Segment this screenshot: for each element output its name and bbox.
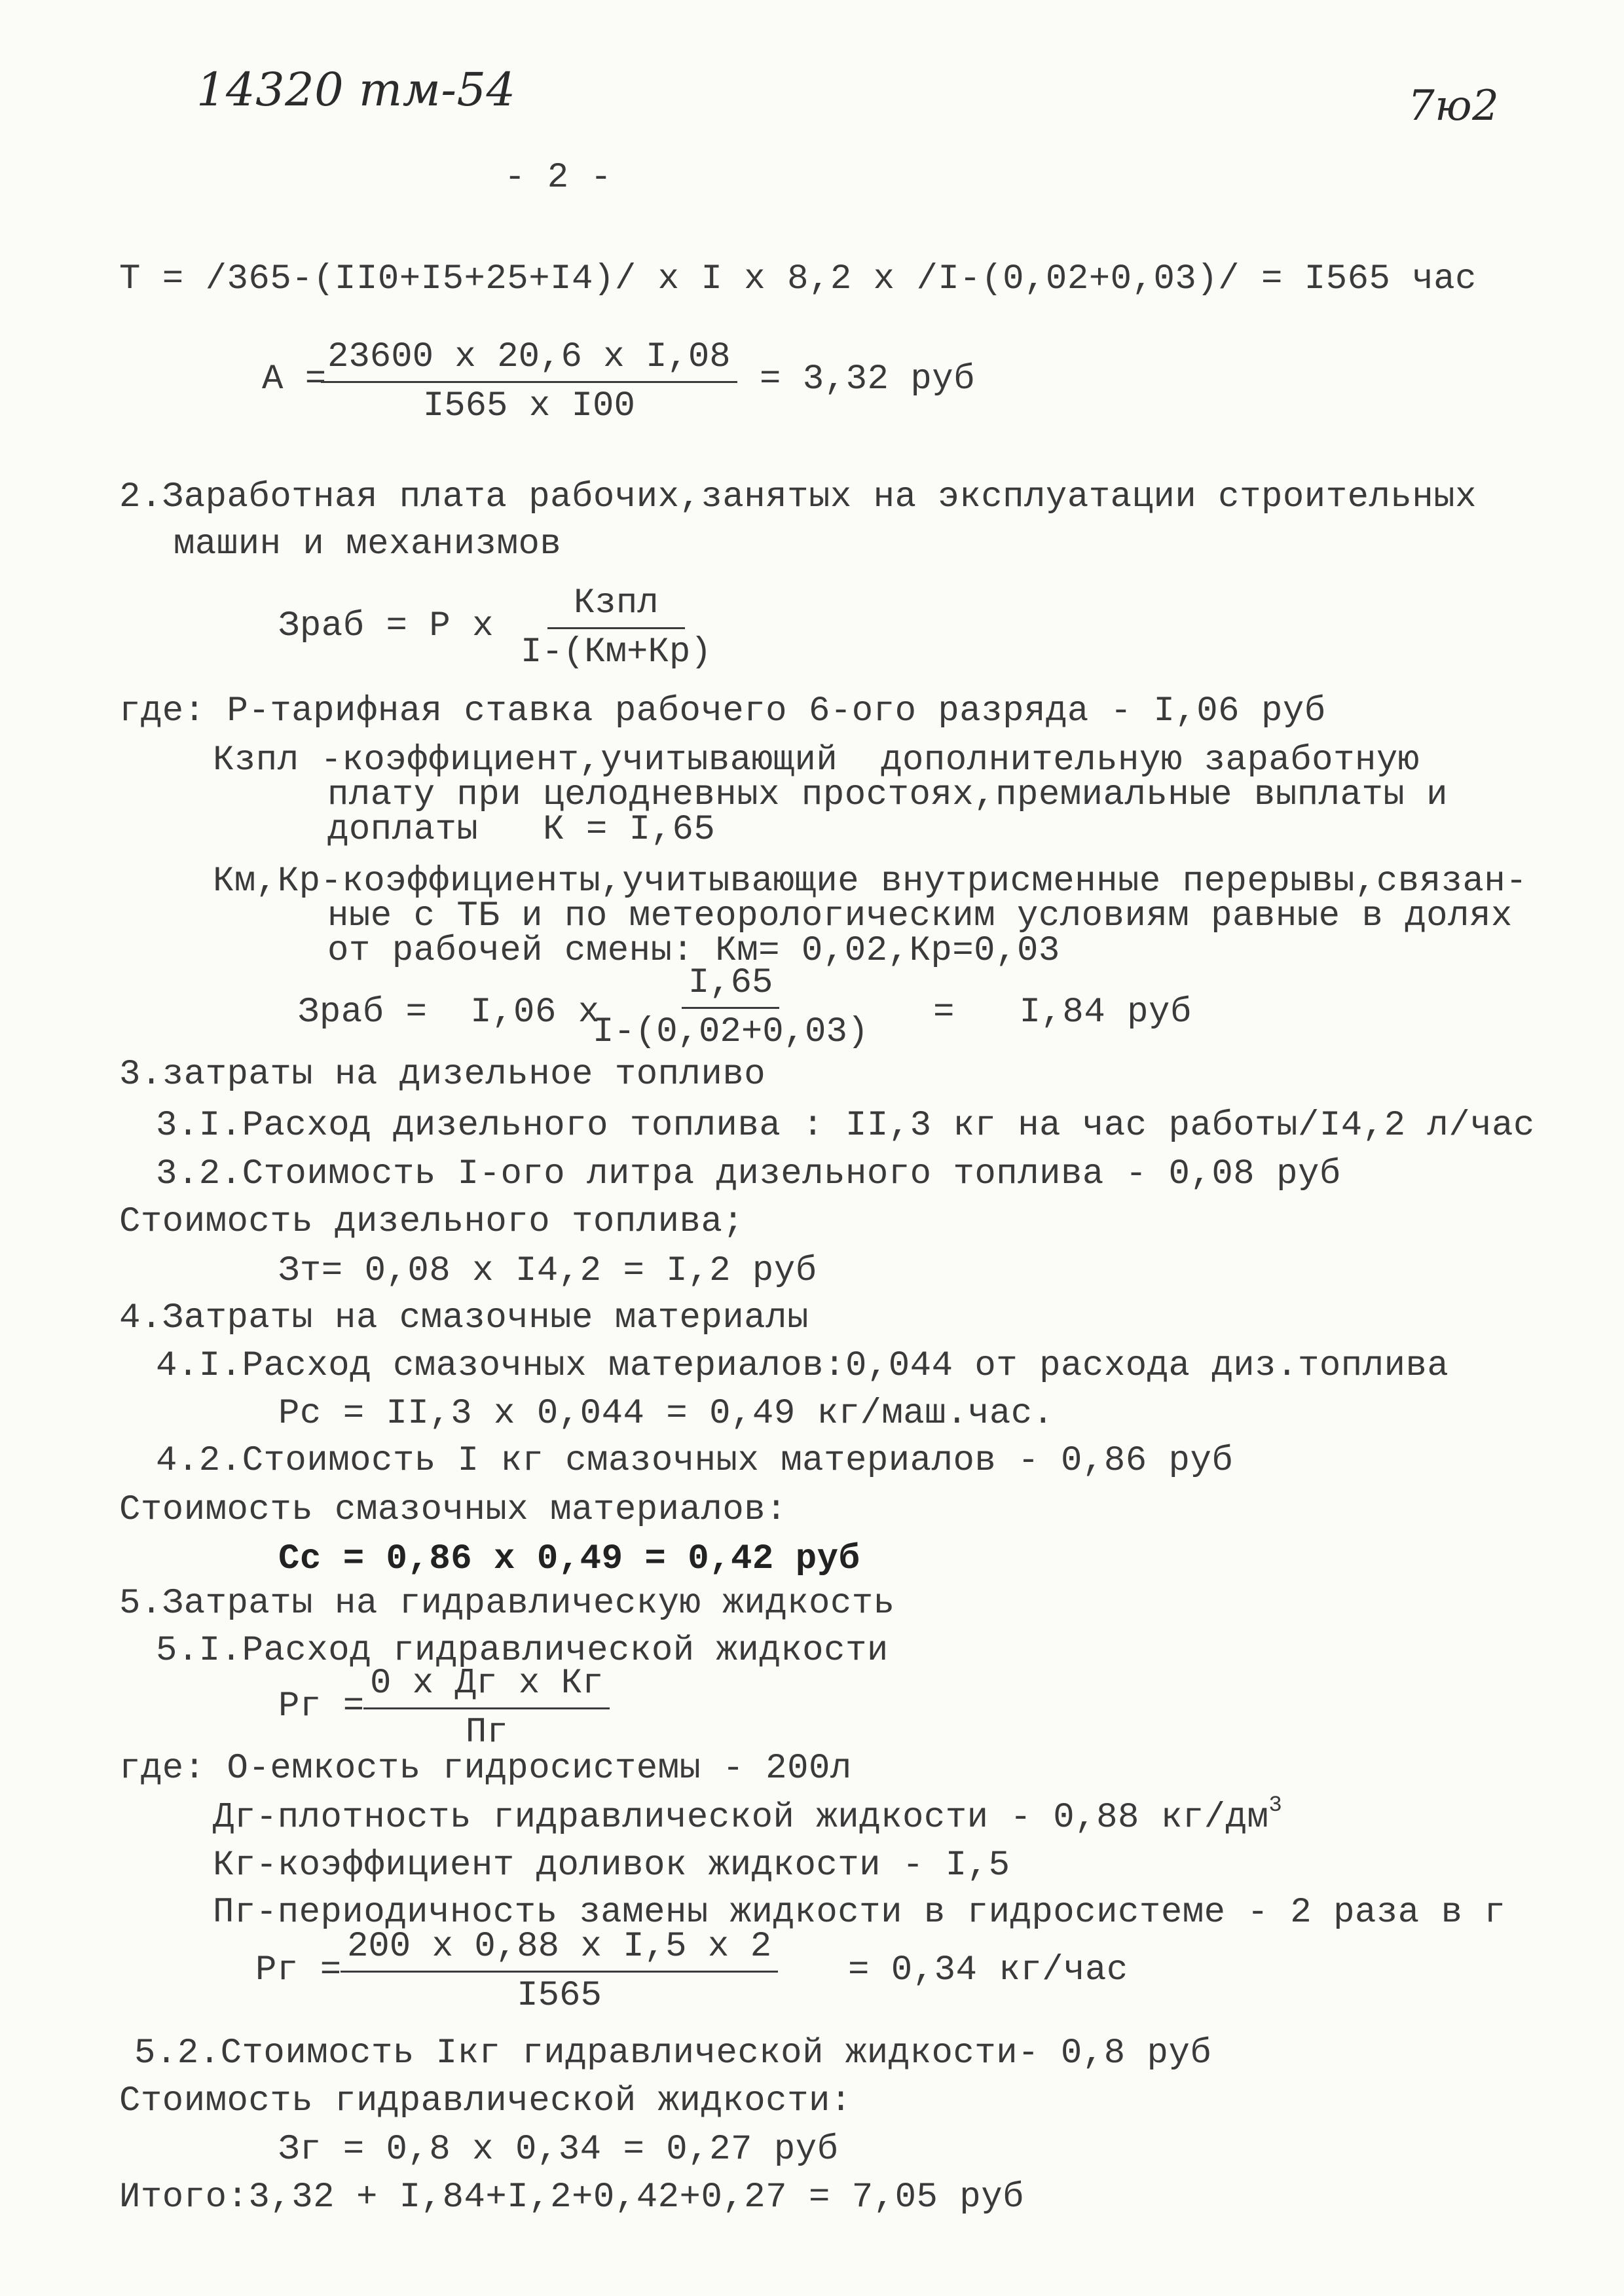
section3-cost-label: Стоимость дизельного топлива; (119, 1202, 745, 1242)
section2-calc-fraction (593, 962, 868, 1053)
section4-cost-label: Стоимость смазочных материалов: (119, 1490, 788, 1530)
formula-a-result: = 3,32 руб (760, 359, 976, 399)
section2-formula-numerator: Кзпл (547, 583, 685, 629)
section5-formula-lhs: Рг = (278, 1686, 365, 1726)
section3-heading: 3.затраты на дизельное топливо (119, 1055, 766, 1095)
section5-pg-line: Пг-периодичность замены жидкости в гидросистеме - 2 раза в г (213, 1893, 1506, 1933)
section5-formula-denominator: Пг (465, 1713, 508, 1753)
section5-calc-result: = 0,34 кг/час (848, 1950, 1128, 1990)
formula-t: T = /365-(II0+I5+25+I4)/ x I x 8,2 x /I-(0,02+0,03)/ = I565 час (119, 259, 1477, 299)
section5-kg-line: Кг-коэффициент доливок жидкости - I,5 (213, 1846, 1010, 1886)
section5-dg-line (213, 1793, 1283, 1839)
section5-heading: 5.Затраты на гидравлическую жидкость (119, 1584, 895, 1624)
section2-heading-cont: машин и механизмов (174, 524, 562, 564)
section2-km-line1: Км,Кр-коэффициенты,учитывающие внутрисменные перерывы,связан- (213, 862, 1528, 902)
section3-item2: 3.2.Стоимость I-ого литра дизельного топлива - 0,08 руб (156, 1154, 1341, 1194)
section5-dg-superscript: 3 (1268, 1793, 1283, 1818)
section5-calc-lhs: Рг = (255, 1950, 342, 1990)
section5-calc-fraction (341, 1926, 778, 2017)
formula-a-numerator: 23600 x 20,6 x I,08 (321, 337, 737, 383)
section3-item1: 3.I.Расход дизельного топлива : II,3 кг на час работы/I4,2 л/час (156, 1106, 1535, 1146)
formula-a-lhs: A = (262, 359, 327, 399)
section5-item2: 5.2.Стоимость Iкг гидравлической жидкости- 0,8 руб (134, 2033, 1212, 2073)
section2-kzpl-line3: доплаты К = I,65 (327, 810, 716, 850)
section5-formula-numerator: 0 x Дг x Кг (363, 1663, 610, 1709)
page-number: - 2 - (504, 158, 612, 198)
section2-formula-denominator: I-(Км+Кр) (521, 632, 712, 672)
section5-cost-label: Стоимость гидравлической жидкости: (119, 2081, 852, 2121)
section5-where-o: где: О-емкость гидросистемы - 200л (119, 1749, 852, 1789)
section2-where-p: где: P-тарифная ставка рабочего 6-ого разряда - I,06 руб (119, 691, 1326, 731)
formula-a-denominator: I565 x I00 (422, 386, 635, 426)
section5-calc2: Зг = 0,8 x 0,34 = 0,27 руб (278, 2130, 839, 2170)
section2-formula-lhs: Зраб = P x (278, 606, 494, 646)
section4-heading: 4.Затраты на смазочные материалы (119, 1298, 809, 1338)
section2-calc-denominator: I-(0,02+0,03) (593, 1012, 869, 1052)
handwritten-reference: 14320 тм-54 (196, 63, 516, 117)
corner-page-mark: 7ю2 (1408, 82, 1500, 130)
section2-kzpl-line2: плату при целодневных простоях,премиальные выплаты и (327, 775, 1449, 815)
section3-calc: Зт= 0,08 x I4,2 = I,2 руб (278, 1251, 817, 1291)
section5-dg-text: Дг-плотность гидравлической жидкости - 0,88 кг/дм (213, 1798, 1269, 1838)
section5-formula-fraction (363, 1663, 610, 1754)
section2-calc-numerator: I,65 (682, 962, 780, 1009)
section2-calc-lhs: Зраб = I,06 x (298, 993, 600, 1032)
section2-formula-fraction (521, 583, 712, 674)
formula-a-fraction (321, 337, 737, 428)
section4-item1: 4.I.Расход смазочных материалов:0,044 от расхода диз.топлива (156, 1346, 1449, 1386)
section4-calc2: Сс = 0,86 x 0,49 = 0,42 руб (278, 1539, 860, 1579)
section5-calc-numerator: 200 x 0,88 x I,5 x 2 (341, 1926, 778, 1973)
section5-calc-denominator: I565 (517, 1976, 602, 2016)
section2-km-line2: ные с ТБ и по метеорологическим условиям равные в долях (327, 896, 1513, 936)
section2-kzpl-line1: Кзпл -коэффициент,учитывающий дополнительную заработную (213, 740, 1420, 780)
section4-item2: 4.2.Стоимость I кг смазочных материалов - 0,86 руб (156, 1441, 1234, 1481)
section2-calc-result: = I,84 руб (933, 993, 1192, 1032)
total-line: Итого:3,32 + I,84+I,2+0,42+0,27 = 7,05 руб (119, 2178, 1025, 2217)
section2-heading: 2.Заработная плата рабочих,занятых на эксплуатации строительных (119, 477, 1477, 517)
section4-calc1: Рс = II,3 x 0,044 = 0,49 кг/маш.час. (278, 1394, 1054, 1434)
section2-km-line3: от рабочей смены: Км= 0,02,Кр=0,03 (327, 931, 1060, 971)
section5-item1: 5.I.Расход гидравлической жидкости (156, 1631, 889, 1671)
